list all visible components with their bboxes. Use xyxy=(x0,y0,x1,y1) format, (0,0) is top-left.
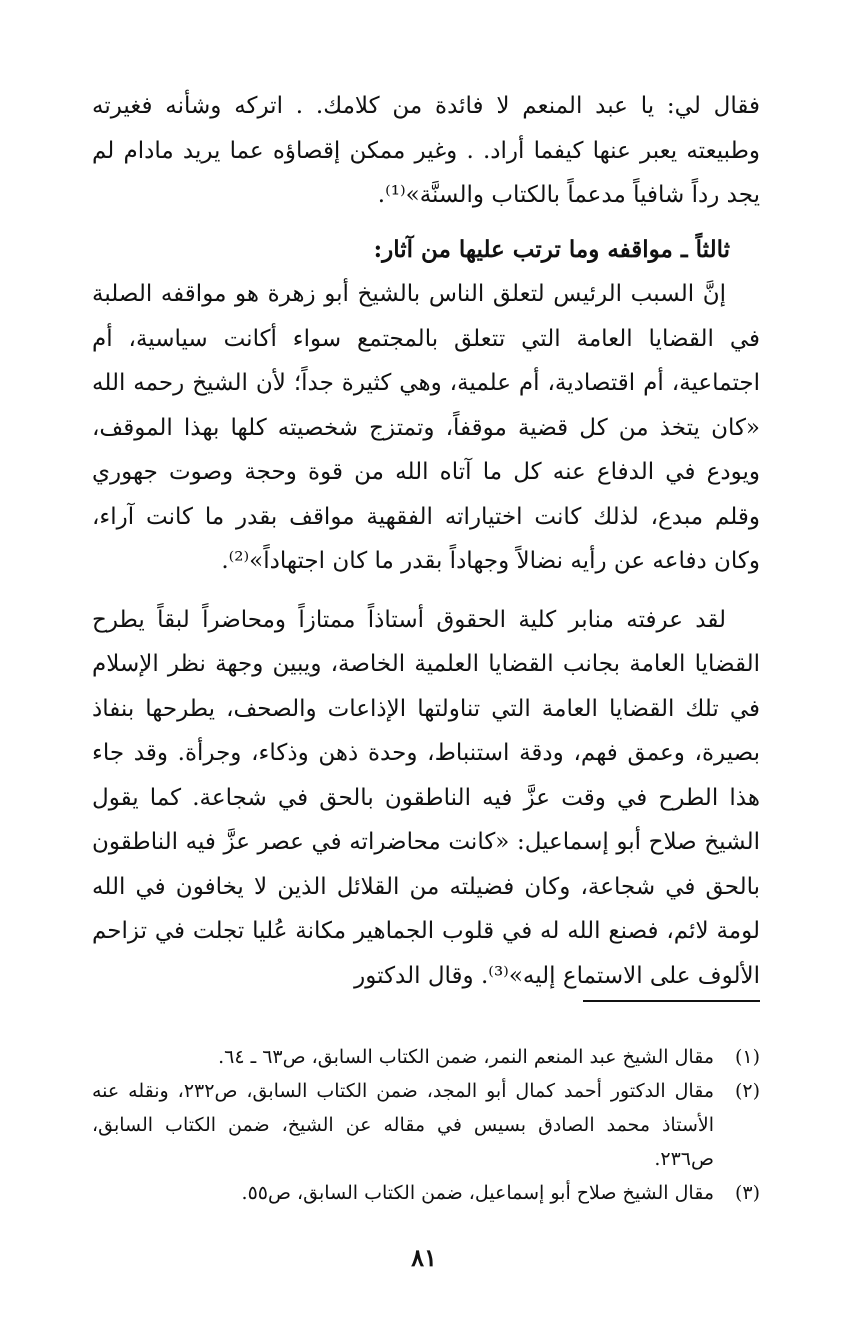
page-number: ٨١ xyxy=(411,1243,437,1272)
footnote-text: مقال الدكتور أحمد كمال أبو المجد، ضمن الكتاب السابق، ص٢٣٢، ونقله عنه الأستاذ محمد الصادق بسيس في مقاله عن الشيخ، ضمن الكتاب السابق، ص٢٣٦. xyxy=(92,1080,714,1170)
footnote-3 xyxy=(92,1176,760,1210)
footnote-marker: (٢) xyxy=(734,1080,760,1102)
footnotes xyxy=(92,1040,760,1210)
footnote-text: مقال الشيخ صلاح أبو إسماعيل، ضمن الكتاب السابق، ص٥٥. xyxy=(241,1182,714,1204)
paragraph-lectures: لقد عرفته منابر كلية الحقوق أستاذاً ممتازاً ومحاضراً لبقاً يطرح القضايا العامة بجانب القضايا العلمية الخاصة، ويبين وجهة نظر الإسلام في تلك القضايا العامة التي تناولتها الإذاعات والصحف، يطرحها بنفاذ بصيرة، وعمق فهم، ودقة استنباط، وحدة ذهن وذكاء، وجرأة. وقد جاء هذا الطرح في وقت عزَّ فيه الناطقون بالحق في شجاعة. كما يقول الشيخ صلاح أبو إسماعيل: «كانت محاضراته في عصر عزَّ فيه الناطقون بالحق في شجاعة، وكان فضيلته من القلائل الذين لا يخافون في الله لومة لائم، فصنع الله له في قلوب الجماهير مكانة عُليا تجلت في تزاحم الألوف على الاستماع إليه»⁽³⁾. وقال الدكتور xyxy=(92,606,760,989)
section-heading: ثالثاً ـ مواقفه وما ترتب عليها من آثار: xyxy=(373,235,730,263)
footnote-text: مقال الشيخ عبد المنعم النمر، ضمن الكتاب السابق، ص٦٣ ـ ٦٤. xyxy=(218,1046,714,1068)
paragraph-positions: إنَّ السبب الرئيس لتعلق الناس بالشيخ أبو زهرة هو مواقفه الصلبة في القضايا العامة التي تتعلق بالمجتمع سواء أكانت سياسية، أم اجتماعية، أم اقتصادية، أم علمية، وهي كثيرة جداً؛ لأن الشيخ رحمه الله «كان يتخذ من كل قضية موقفاً، وتمتزج شخصيته كلها بهذا الموقف، ويودع في الدفاع عنه كل ما آتاه الله من قوة وحجة وصوت جهوري وقلم مبدع، لذلك كانت اختياراته الفقهية مواقف بقدر ما كانت آراء، وكان دفاعه عن رأيه نضالاً وجهاداً بقدر ما كان اجتهاداً»⁽²⁾. xyxy=(92,281,760,574)
footnote-marker: (١) xyxy=(734,1046,760,1068)
body-text xyxy=(92,84,760,998)
footnote-separator xyxy=(583,1000,760,1002)
footnote-2 xyxy=(92,1074,760,1176)
footnote-1 xyxy=(92,1040,760,1074)
paragraph-quote-end: فقال لي: يا عبد المنعم لا فائدة من كلامك. . اتركه وشأنه فغيرته وطبيعته يعبر عنها كيفما أراد. . وغير ممكن إقصاؤه عما يريد مادام لم يجد رداً شافياً مدعماً بالكتاب والسنَّة»⁽¹⁾. xyxy=(92,93,760,208)
footnote-marker: (٣) xyxy=(734,1182,760,1204)
